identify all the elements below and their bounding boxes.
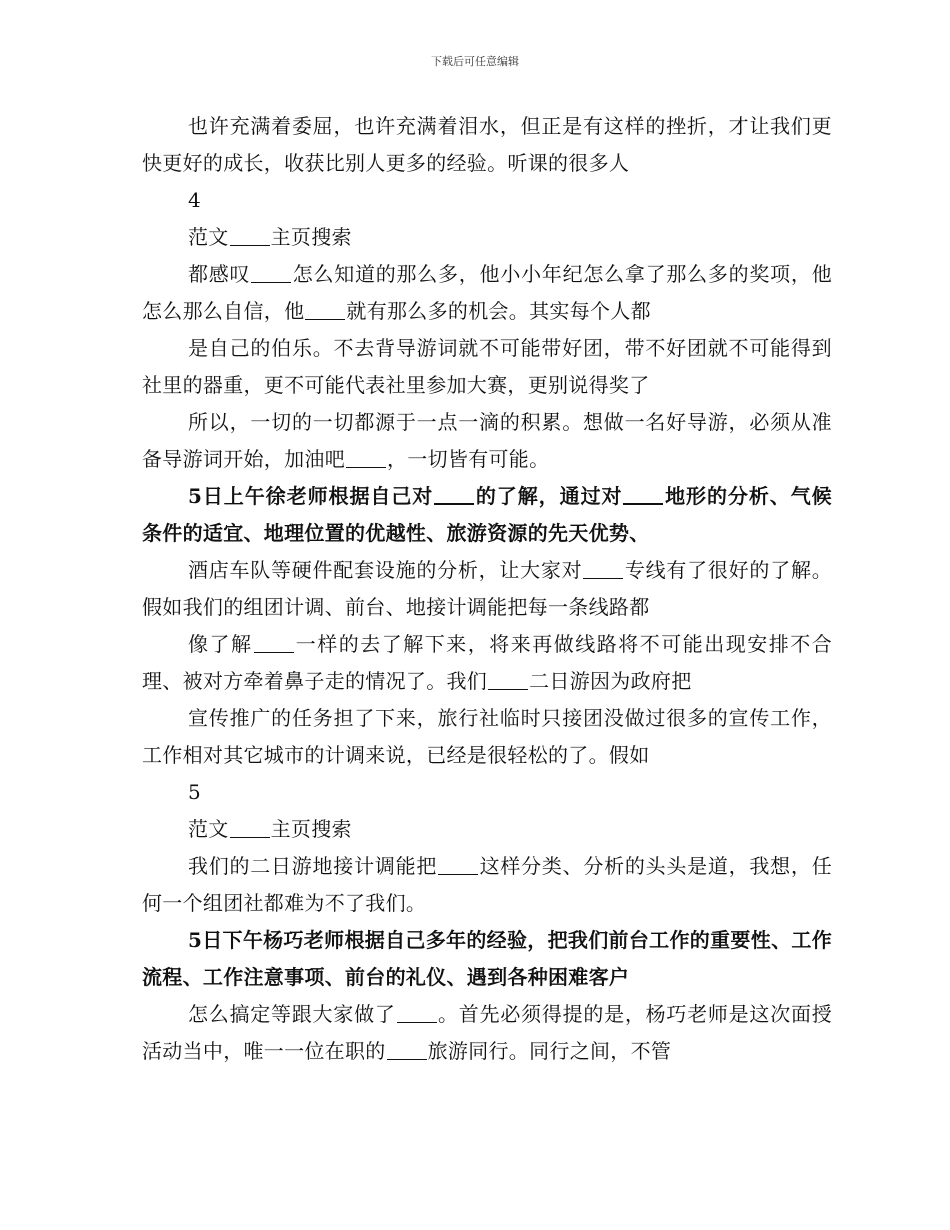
paragraph-text: 这样分类、分析的头头是道，我想，任何一个组团社都难为不了我们。 bbox=[142, 854, 832, 915]
blank-underline bbox=[251, 264, 291, 283]
paragraph-text: 宣传推广的任务担了下来，旅行社临时只接团没做过很多的宣传工作，工作相对其它城市的计调来说，已经是很轻松的了。假如 bbox=[142, 706, 832, 767]
blank-underline bbox=[230, 819, 270, 838]
blank-underline bbox=[387, 1041, 427, 1060]
paragraph-text: 怎么知道的那么多，他小小年纪怎么拿了那么多的奖项，他怎么那么自信，他 bbox=[142, 262, 832, 323]
paragraph-text: 旅游同行。同行之间，不管 bbox=[427, 1039, 672, 1063]
paragraph-text: 我们的二日游地接计调能把 bbox=[188, 854, 438, 878]
paragraph bbox=[142, 219, 832, 256]
paragraph-text: 5日下午杨巧老师根据自己多年的经验，把我们前台工作的重要性、工作流程、工作注意事项、前台的礼仪、遇到各种困难客户 bbox=[142, 928, 832, 989]
blank-underline bbox=[230, 227, 270, 246]
paragraph bbox=[142, 552, 832, 626]
paragraph bbox=[142, 811, 832, 848]
paragraph bbox=[142, 404, 832, 478]
paragraph bbox=[142, 108, 832, 182]
page-header: 下载后可任意编辑 bbox=[431, 55, 519, 68]
paragraph-text: 5 bbox=[188, 780, 202, 804]
page-number-marker bbox=[142, 182, 832, 219]
paragraph-text: 范文 bbox=[188, 225, 229, 249]
paragraph bbox=[142, 922, 832, 996]
paragraph bbox=[142, 848, 832, 922]
paragraph bbox=[142, 626, 832, 700]
paragraph-text: 是自己的伯乐。不去背导游词就不可能带好团，带不好团就不可能得到社里的器重，更不可能代表社里参加大赛，更别说得奖了 bbox=[142, 336, 832, 397]
document-body bbox=[142, 108, 832, 1070]
paragraph-text: 4 bbox=[188, 188, 202, 212]
paragraph-text: 就有那么多的机会。其实每个人都 bbox=[346, 299, 651, 323]
blank-underline bbox=[254, 634, 294, 653]
blank-underline bbox=[583, 560, 623, 579]
paragraph bbox=[142, 256, 832, 330]
paragraph bbox=[142, 478, 832, 552]
blank-underline bbox=[438, 856, 478, 875]
blank-underline bbox=[434, 485, 474, 505]
paragraph-text: 主页搜索 bbox=[270, 225, 352, 249]
paragraph-text: 专线有了很好的了解。假如我们的组团计调、前台、地接计调能把每一条线路都 bbox=[142, 558, 833, 619]
blank-underline bbox=[488, 671, 528, 690]
blank-underline bbox=[305, 301, 345, 320]
paragraph-text: 的了解，通过对 bbox=[475, 484, 623, 508]
paragraph-text: 主页搜索 bbox=[270, 817, 352, 841]
paragraph-text: 范文 bbox=[188, 817, 229, 841]
paragraph-text: 也许充满着委屈，也许充满着泪水，但正是有这样的挫折，才让我们更快更好的成长，收获比别人更多的经验。听课的很多人 bbox=[142, 114, 832, 175]
blank-underline bbox=[346, 449, 386, 468]
page-number-marker bbox=[142, 774, 832, 811]
paragraph-text: 地形的分析、气候条件的适宜、地理位置的优越性、旅游资源的先天优势、 bbox=[142, 484, 832, 545]
paragraph-text: ，一切皆有可能。 bbox=[387, 447, 550, 471]
paragraph-text: 都感叹 bbox=[188, 262, 251, 286]
paragraph bbox=[142, 996, 832, 1070]
paragraph bbox=[142, 700, 832, 774]
paragraph-text: 怎么搞定等跟大家做了 bbox=[188, 1002, 396, 1026]
paragraph-text: 像了解 bbox=[188, 632, 253, 656]
paragraph-text: 所以，一切的一切都源于一点一滴的积累。想做一名好导游，必须从准备导游词开始，加油吧 bbox=[142, 410, 832, 471]
paragraph-text: 一样的去了解下来，将来再做线路将不可能出现安排不合理、被对方牵着鼻子走的情况了。我们 bbox=[142, 632, 832, 693]
paragraph bbox=[142, 330, 832, 404]
paragraph-text: 酒店车队等硬件配套设施的分析，让大家对 bbox=[188, 558, 583, 582]
paragraph-text: 5日上午徐老师根据自己对 bbox=[188, 484, 434, 508]
blank-underline bbox=[397, 1004, 437, 1023]
paragraph-text: 。首先必须得提的是，杨巧老师是这次面授活动当中，唯一一位在职的 bbox=[142, 1002, 833, 1063]
paragraph-text: 二日游因为政府把 bbox=[529, 669, 692, 693]
blank-underline bbox=[623, 485, 663, 505]
